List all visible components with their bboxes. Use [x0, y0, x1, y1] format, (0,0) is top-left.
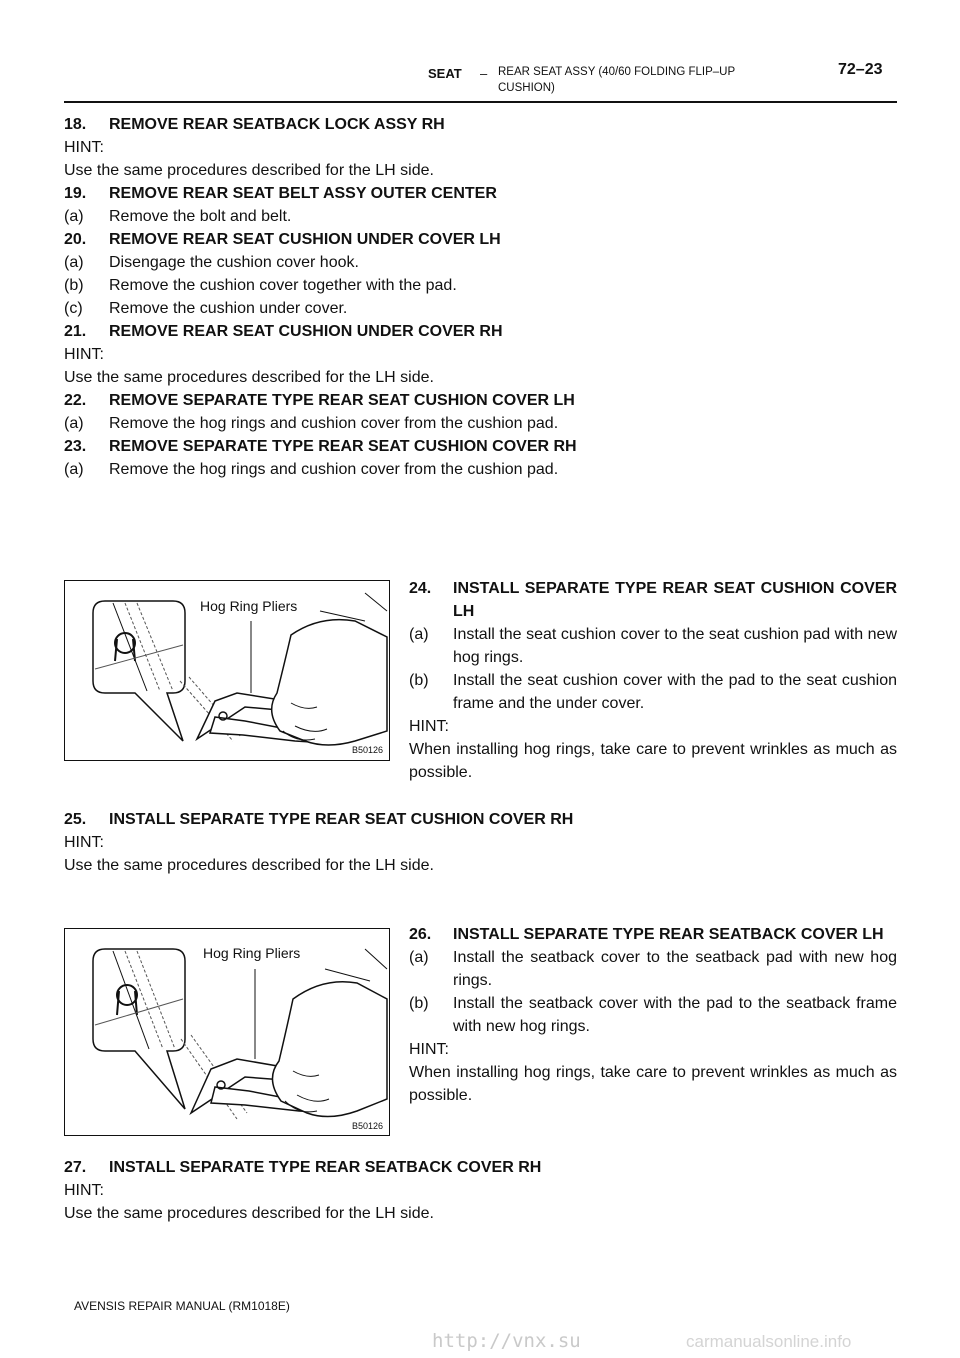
figure-code: B50126: [352, 745, 384, 755]
step-text: Use the same procedures described for the LH side.: [64, 369, 434, 386]
footer-manual-name: AVENSIS REPAIR MANUAL (RM1018E): [74, 1299, 290, 1313]
header-title-line1: REAR SEAT ASSY (40/60 FOLDING FLIP–UP: [498, 66, 736, 78]
substep-text: Install the seatback cover to the seatback pad with new hog rings.: [453, 949, 897, 989]
substep-marker: (b): [409, 995, 429, 1012]
substep-marker: (b): [64, 277, 84, 294]
hint-text: When installing hog rings, take care to prevent wrinkles as much as possible.: [409, 1064, 897, 1104]
substep-text: Install the seat cushion cover with the pad to the seat cushion frame and the under cover.: [453, 672, 897, 712]
step-27-hint-label: HINT:: [64, 1182, 104, 1199]
step-title: REMOVE REAR SEAT CUSHION UNDER COVER LH: [109, 231, 501, 248]
step-text: Remove the cushion under cover.: [109, 300, 348, 317]
header-section: SEAT: [428, 66, 462, 81]
step-26: [409, 923, 897, 1107]
step-number: 19.: [64, 185, 87, 202]
step-text: Remove the bolt and belt.: [109, 208, 292, 225]
header-dash: –: [480, 66, 488, 81]
substep-marker: (a): [64, 415, 84, 432]
step-text: Use the same procedures described for the LH side.: [64, 162, 434, 179]
substep-marker: (c): [64, 300, 83, 317]
step-number: 21.: [64, 323, 87, 340]
step-24: [409, 577, 897, 784]
step-number: 23.: [64, 438, 87, 455]
step-text: Remove the cushion cover together with the pad.: [109, 277, 457, 294]
step-number: 26.: [409, 926, 432, 943]
substep-marker: (a): [409, 949, 429, 966]
substep-marker: (a): [64, 208, 84, 225]
step-text: HINT:: [64, 346, 104, 363]
step-text: Remove the hog rings and cushion cover from the cushion pad.: [109, 461, 559, 478]
figure-label: Hog Ring Pliers: [200, 598, 298, 614]
step-title: REMOVE SEPARATE TYPE REAR SEAT CUSHION COVER RH: [109, 438, 577, 455]
step-title: REMOVE REAR SEAT BELT ASSY OUTER CENTER: [109, 185, 497, 202]
figure-code: B50126: [352, 1121, 384, 1131]
header-title-line2: CUSHION): [498, 82, 555, 94]
step-title: REMOVE REAR SEAT CUSHION UNDER COVER RH: [109, 323, 503, 340]
step-text: Remove the hog rings and cushion cover from the cushion pad.: [109, 415, 559, 432]
substep-text: Install the seatback cover with the pad to the seatback frame with new hog rings.: [453, 995, 897, 1035]
step-title: INSTALL SEPARATE TYPE REAR SEATBACK COVER LH: [453, 926, 884, 943]
step-text: Disengage the cushion cover hook.: [109, 254, 359, 271]
figure-hog-ring-pliers-1: [64, 580, 390, 761]
watermark-url[interactable]: http://vnx.su: [432, 1330, 581, 1352]
watermark-site[interactable]: carmanualsonline.info: [686, 1332, 852, 1351]
step-number: 25.: [64, 811, 87, 828]
page-number: 72–23: [838, 61, 883, 78]
figure-label: Hog Ring Pliers: [203, 945, 301, 961]
step-number: 22.: [64, 392, 87, 409]
step-number: 18.: [64, 116, 87, 133]
substep-marker: (a): [64, 254, 84, 271]
step-27-hint-text: Use the same procedures described for the LH side.: [64, 1205, 434, 1222]
step-25-hint-label: HINT:: [64, 834, 104, 851]
step-title: INSTALL SEPARATE TYPE REAR SEAT CUSHION COVER RH: [109, 811, 574, 828]
hint-text: When installing hog rings, take care to prevent wrinkles as much as possible.: [409, 741, 897, 781]
step-25-hint-text: Use the same procedures described for the LH side.: [64, 857, 434, 874]
hint-label: HINT:: [409, 718, 449, 735]
step-text: HINT:: [64, 139, 104, 156]
step-title: INSTALL SEPARATE TYPE REAR SEAT CUSHION COVER LH: [453, 580, 897, 620]
step-title: REMOVE SEPARATE TYPE REAR SEAT CUSHION COVER LH: [109, 392, 575, 409]
substep-marker: (a): [409, 626, 429, 643]
header-rule: [64, 101, 897, 103]
step-title: INSTALL SEPARATE TYPE REAR SEATBACK COVER RH: [109, 1159, 542, 1176]
step-title: REMOVE REAR SEATBACK LOCK ASSY RH: [109, 116, 445, 133]
step-number: 24.: [409, 580, 432, 597]
step-number: 20.: [64, 231, 87, 248]
substep-text: Install the seat cushion cover to the seat cushion pad with new hog rings.: [453, 626, 897, 666]
substep-marker: (b): [409, 672, 429, 689]
step-number: 27.: [64, 1159, 87, 1176]
substep-marker: (a): [64, 461, 84, 478]
figure-hog-ring-pliers-2: [64, 928, 390, 1136]
hint-label: HINT:: [409, 1041, 449, 1058]
